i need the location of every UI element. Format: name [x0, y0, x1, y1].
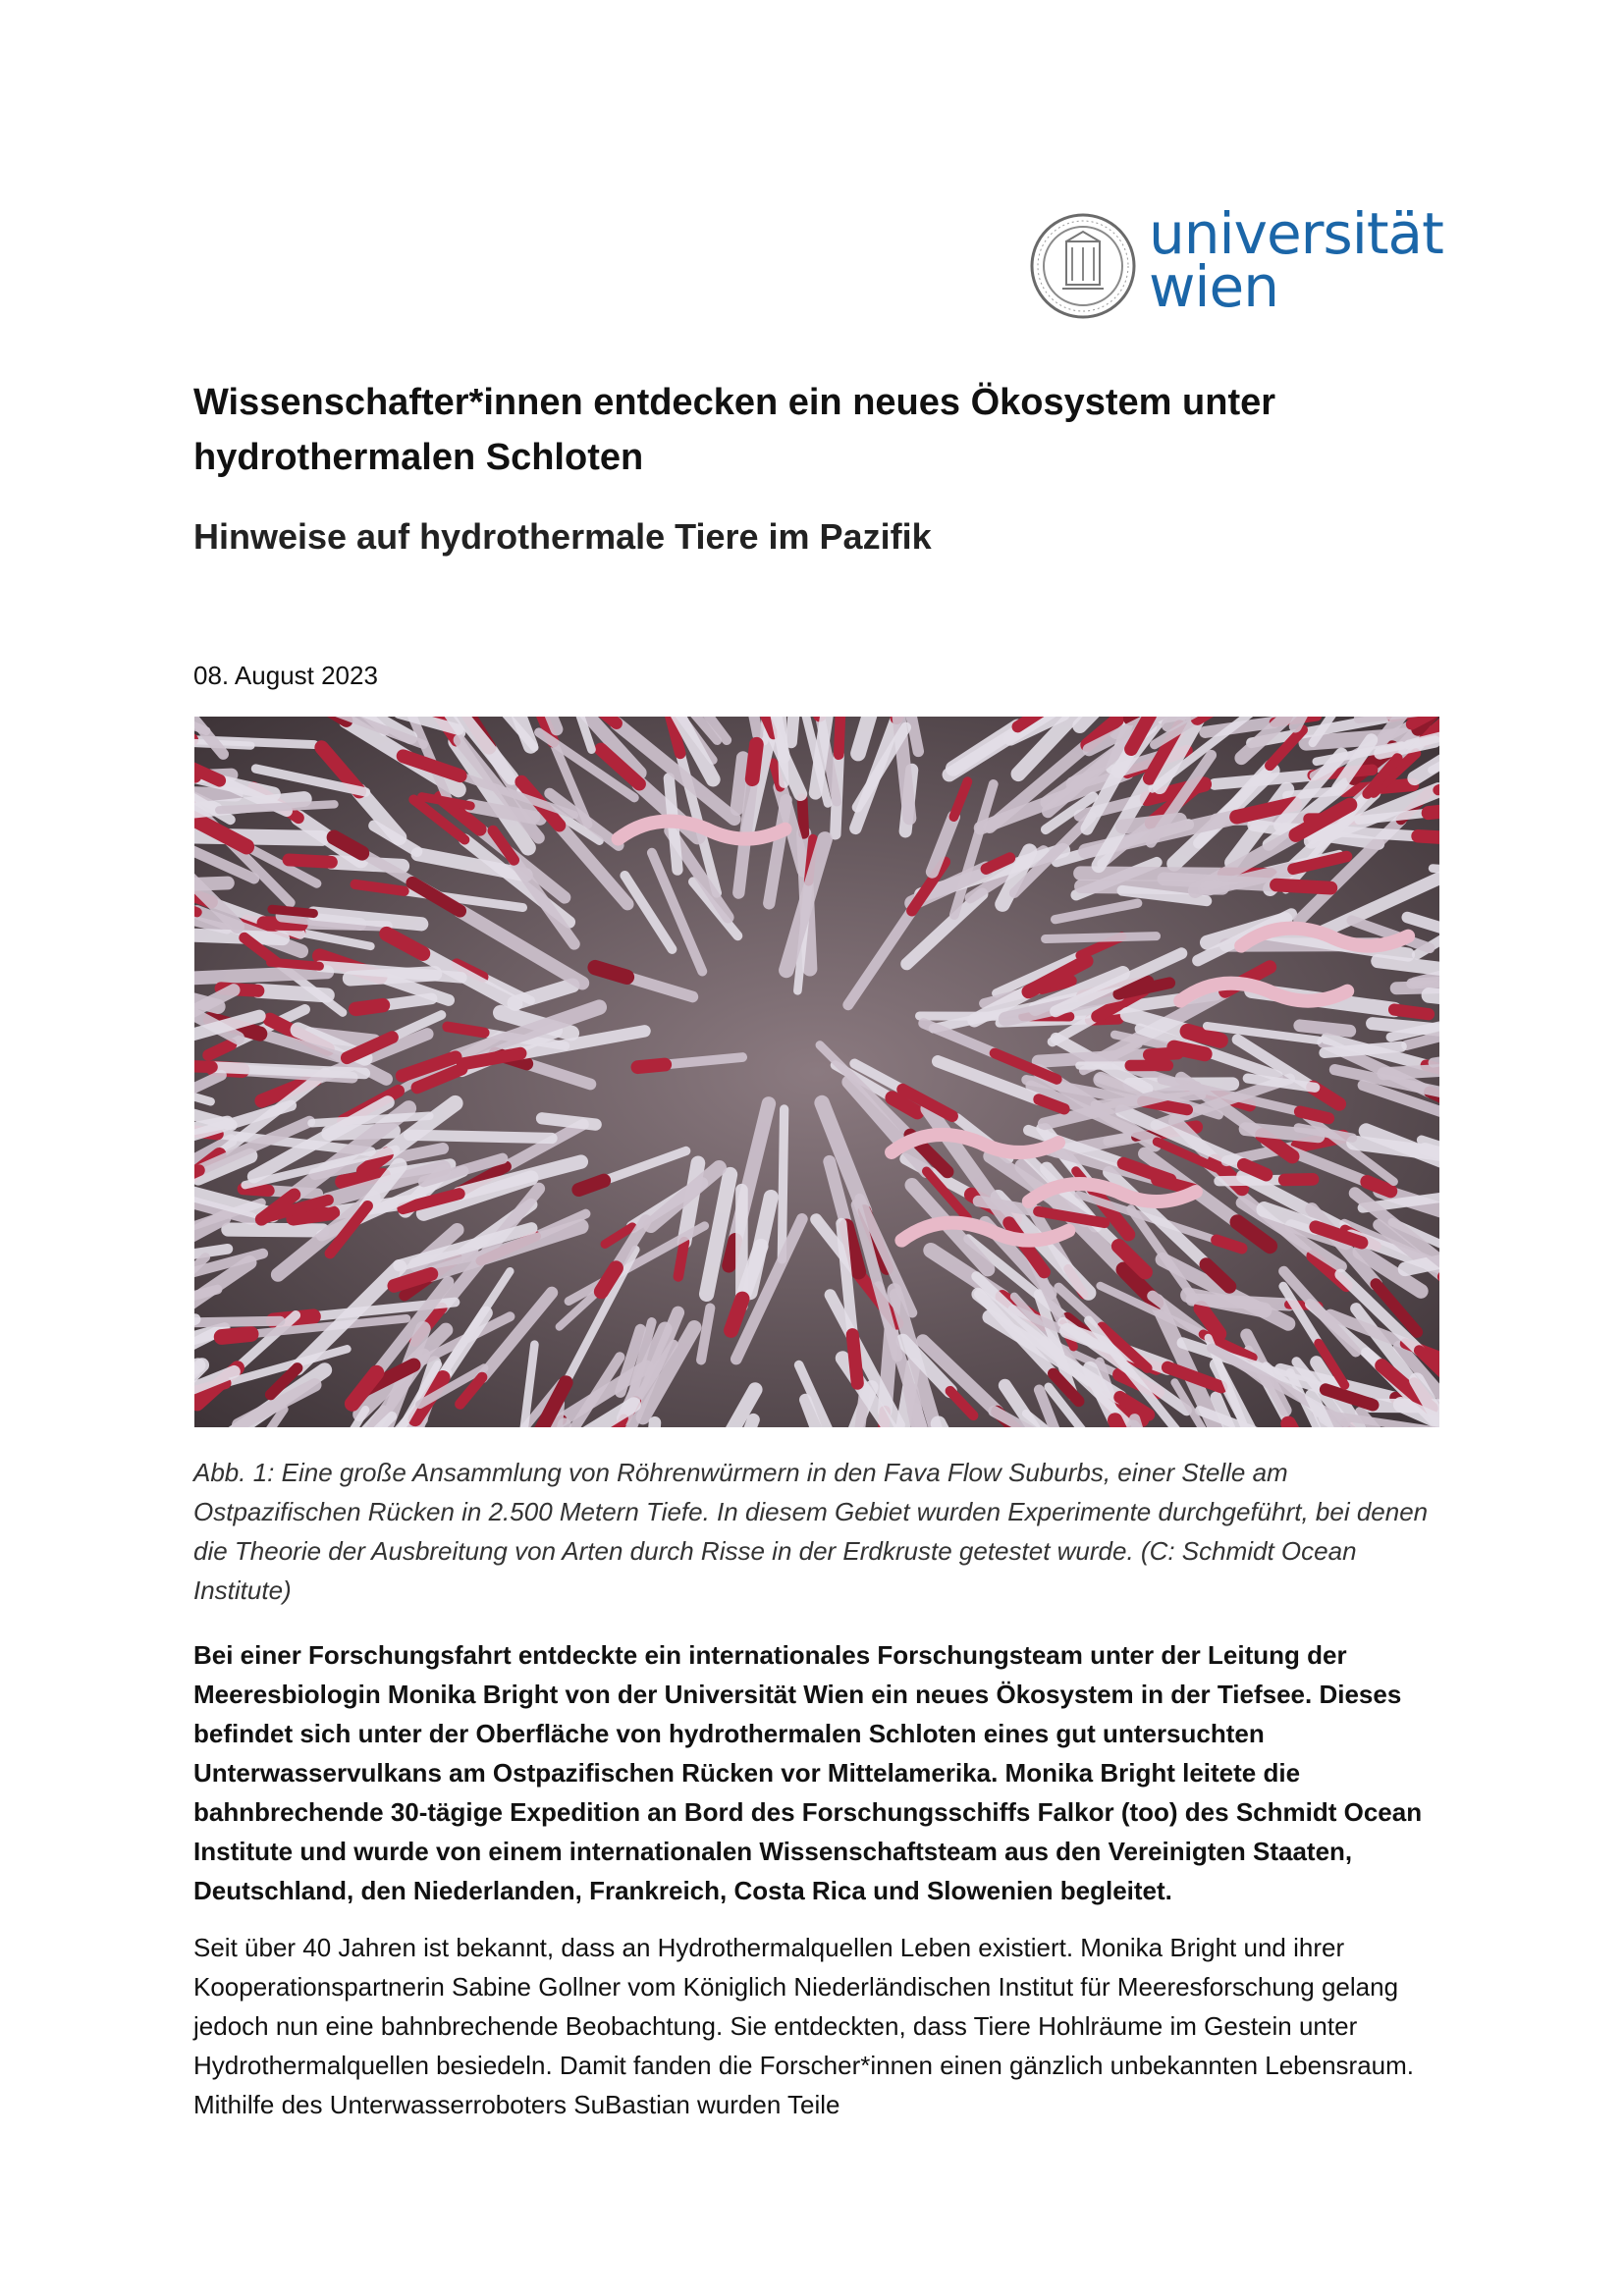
logo-wordmark	[1149, 200, 1443, 320]
article-body: Seit über 40 Jahren ist bekannt, dass an Hydrothermalquellen Leben existiert. Monika Bright und ihrer Kooperationspartnerin Sabine Gollner vom Königlich Niederländischen Institut für Meeresforschung gelang jedoch nun eine bahnbrechende Beobachtung. Sie entdeckten, dass Tiere Hohlräume im Gestein unter Hydrothermalquellen besiedeln. Damit fanden die Forscher*innen einen gänzlich unbekannten Lebensraum. Mithilfe des Unterwasserroboters SuBastian wurden Teile	[193, 1933, 1415, 2119]
article-subtitle: Hinweise auf hydrothermale Tiere im Pazifik	[193, 516, 932, 557]
article-title: Wissenschafter*innen entdecken ein neues Ökosystem unter hydrothermalen Schloten	[193, 382, 1276, 478]
logo-line-wien: wien	[1149, 253, 1278, 320]
figure-caption: Abb. 1: Eine große Ansammlung von Röhrenwürmern in den Fava Flow Suburbs, einer Stelle am Ostpazifischen Rücken in 2.500 Metern Tiefe. In diesem Gebiet wurden Experimente durchgeführt, bei denen die Theorie der Ausbreitung von Arten durch Risse in der Erdkruste getestet wurde. (C: Schmidt Ocean Institute)	[193, 1458, 1429, 1605]
university-seal-icon	[1029, 212, 1137, 320]
article-lead: Bei einer Forschungsfahrt entdeckte ein internationales Forschungsteam unter der Leitung der Meeresbiologin Monika Bright von der Universität Wien ein neues Ökosystem in der Tiefsee. Dieses befindet sich unter der Oberfläche von hydrothermalen Schloten eines gut untersuchten Unterwasservulkans am Ostpazifischen Rücken vor Mittelamerika. Monika Bright leitete die bahnbrechende 30-tägige Expedition an Bord des Forschungsschiffs Falkor (too) des Schmidt Ocean Institute und wurde von einem internationalen Wissenschaftsteam aus den Vereinigten Staaten, Deutschland, den Niederlanden, Frankreich, Costa Rica und Slowenien begleitet.	[193, 1640, 1423, 1905]
tubeworm-illustration	[194, 717, 1439, 1427]
university-logo	[1029, 200, 1443, 324]
tubeworm-photo	[194, 717, 1439, 1427]
article-date: 08. August 2023	[193, 661, 378, 690]
logo-line-universitaet: universität	[1149, 200, 1443, 267]
